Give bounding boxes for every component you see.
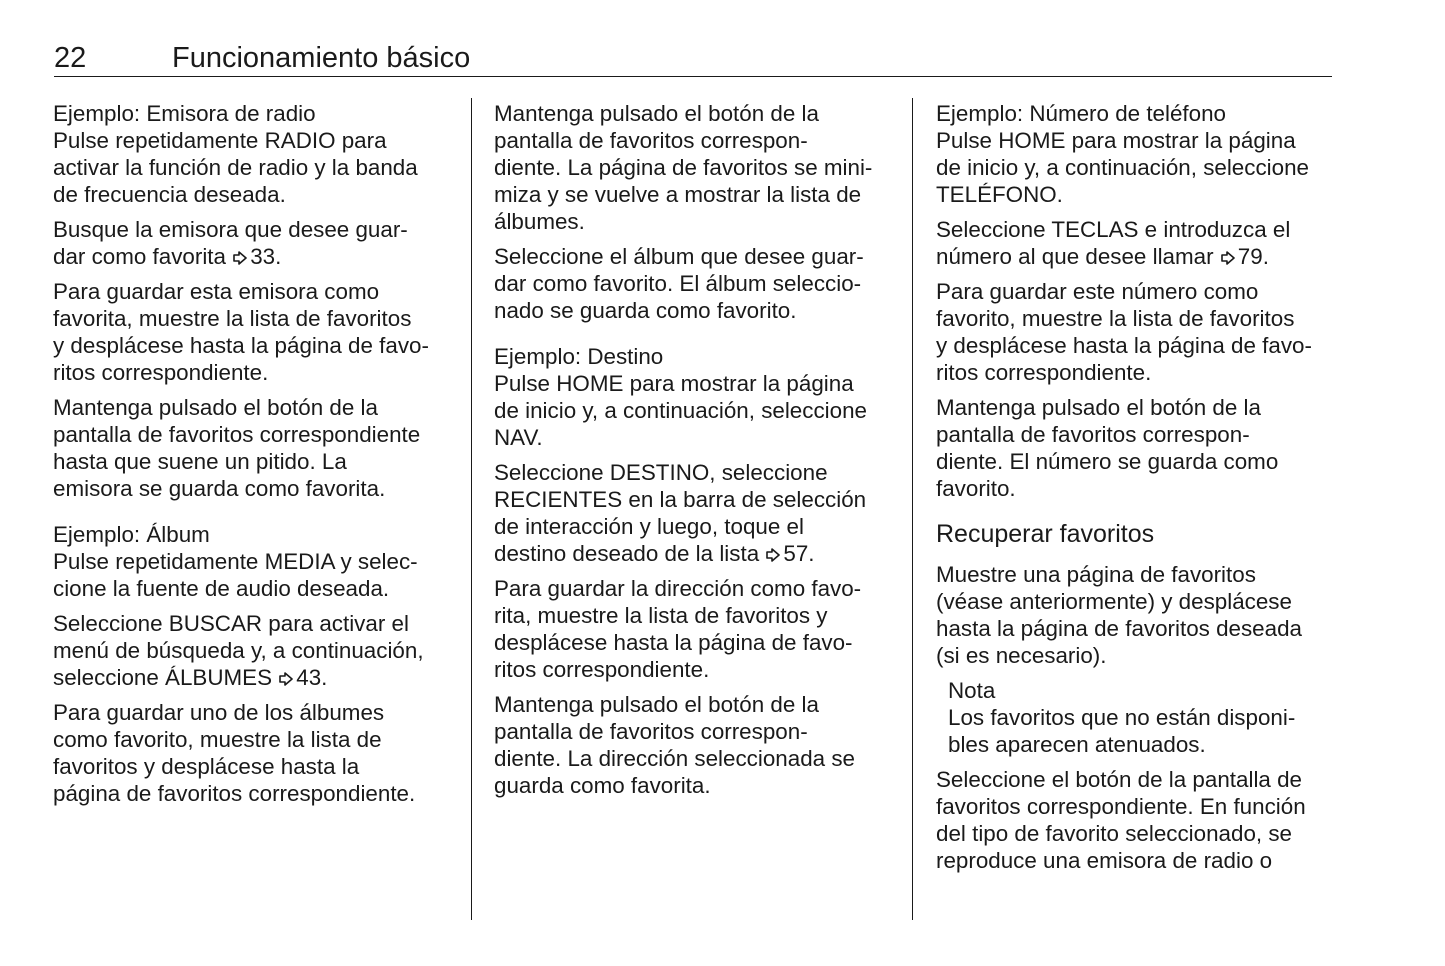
example-radio-paragraph-1: Pulse repetidamente RADIO para activar la función de radio y la banda de frecuencia deseada. <box>53 128 418 207</box>
example-radio-paragraph-4: Mantenga pulsado el botón de la pantalla de favoritos correspondiente hasta que suene un pitido. La emisora se guarda como favorita. <box>53 395 421 501</box>
page-header <box>54 40 1332 77</box>
example-destination-caption: Ejemplo: Destino <box>494 344 664 369</box>
example-phone-paragraph-1: Pulse HOME para mostrar la página de inicio y, a continuación, seleccione TELÉFONO. <box>936 128 1309 207</box>
recall-paragraph-1: Muestre una página de favoritos (véase anteriormente) y desplácese hasta la página de favoritos deseada (si es necesario). <box>936 562 1302 668</box>
example-radio-paragraph-2 <box>53 216 453 270</box>
example-destination-paragraph-1: Pulse HOME para mostrar la página de inicio y, a continuación, seleccione NAV. <box>494 371 867 450</box>
cross-reference-arrow-icon <box>278 672 294 686</box>
example-album-paragraph-3: Para guardar uno de los álbumes como favorito, muestre la lista de favoritos y desplácese hasta la página de favoritos correspondiente. <box>53 700 416 806</box>
paragraph-text: Busque la emisora que desee guar- dar como favorita <box>53 217 408 269</box>
middle-column <box>494 100 894 807</box>
example-destination-paragraph-3: Para guardar la dirección como favo- rita, muestre la lista de favoritos y desplácese hasta la página de favo- ritos correspondiente. <box>494 576 862 682</box>
example-radio-caption: Ejemplo: Emisora de radio <box>53 101 316 126</box>
column-divider-right <box>912 98 913 920</box>
page-number: 22 <box>54 42 87 74</box>
paragraph-text: Seleccione DESTINO, seleccione RECIENTES en la barra de selección de interacción y luego, toque el destino deseado de la lista <box>494 460 867 566</box>
right-column <box>936 100 1336 882</box>
column-divider-left <box>471 98 472 920</box>
note-box <box>948 677 1336 758</box>
example-phone-caption: Ejemplo: Número de teléfono <box>936 101 1226 126</box>
section-heading-recall-favorites: Recuperar favoritos <box>936 520 1155 548</box>
album-paragraph-4: Mantenga pulsado el botón de la pantalla de favoritos correspon- diente. La página de favoritos se mini- miza y se vuelve a mostrar la lista de álbumes. <box>494 101 873 234</box>
cross-reference-arrow-icon <box>1220 251 1236 265</box>
example-radio-paragraph-3: Para guardar esta emisora como favorita, muestre la lista de favoritos y desplácese hasta la página de favo- ritos correspondiente. <box>53 279 429 385</box>
note-label: Nota <box>948 678 996 703</box>
page-reference[interactable]: 43. <box>296 665 328 690</box>
cross-reference-arrow-icon <box>232 251 248 265</box>
page-reference[interactable]: 79. <box>1237 244 1269 269</box>
example-phone-paragraph-2 <box>936 216 1336 270</box>
example-destination-paragraph-4: Mantenga pulsado el botón de la pantalla de favoritos correspon- diente. La dirección seleccionada se guarda como favorita. <box>494 692 855 798</box>
example-album-paragraph-1: Pulse repetidamente MEDIA y selec- cione la fuente de audio deseada. <box>53 549 418 601</box>
chapter-title: Funcionamiento básico <box>172 42 471 74</box>
example-destination-paragraph-2 <box>494 459 894 567</box>
album-paragraph-5: Seleccione el álbum que desee guar- dar como favorito. El álbum seleccio- nado se guarda como favorito. <box>494 244 864 323</box>
example-album-caption: Ejemplo: Álbum <box>53 522 210 547</box>
cross-reference-arrow-icon <box>765 548 781 562</box>
paragraph-text: Seleccione BUSCAR para activar el menú de búsqueda y, a continuación, seleccione ÁLBUMES <box>53 611 424 690</box>
note-text: Los favoritos que no están disponi- bles aparecen atenuados. <box>948 705 1296 757</box>
page-reference[interactable]: 57. <box>783 541 815 566</box>
example-album-paragraph-2 <box>53 610 453 691</box>
page-reference[interactable]: 33. <box>250 244 282 269</box>
left-column <box>53 100 453 815</box>
recall-paragraph-2: Seleccione el botón de la pantalla de favoritos correspondiente. En función del tipo de favorito seleccionado, se reproduce una emisora de radio o <box>936 767 1306 873</box>
paragraph-text: Seleccione TECLAS e introduzca el número al que desee llamar <box>936 217 1291 269</box>
example-phone-paragraph-3: Para guardar este número como favorito, muestre la lista de favoritos y desplácese hasta la página de favo- ritos correspondiente. <box>936 279 1312 385</box>
example-phone-paragraph-4: Mantenga pulsado el botón de la pantalla de favoritos correspon- diente. El número se guarda como favorito. <box>936 395 1279 501</box>
